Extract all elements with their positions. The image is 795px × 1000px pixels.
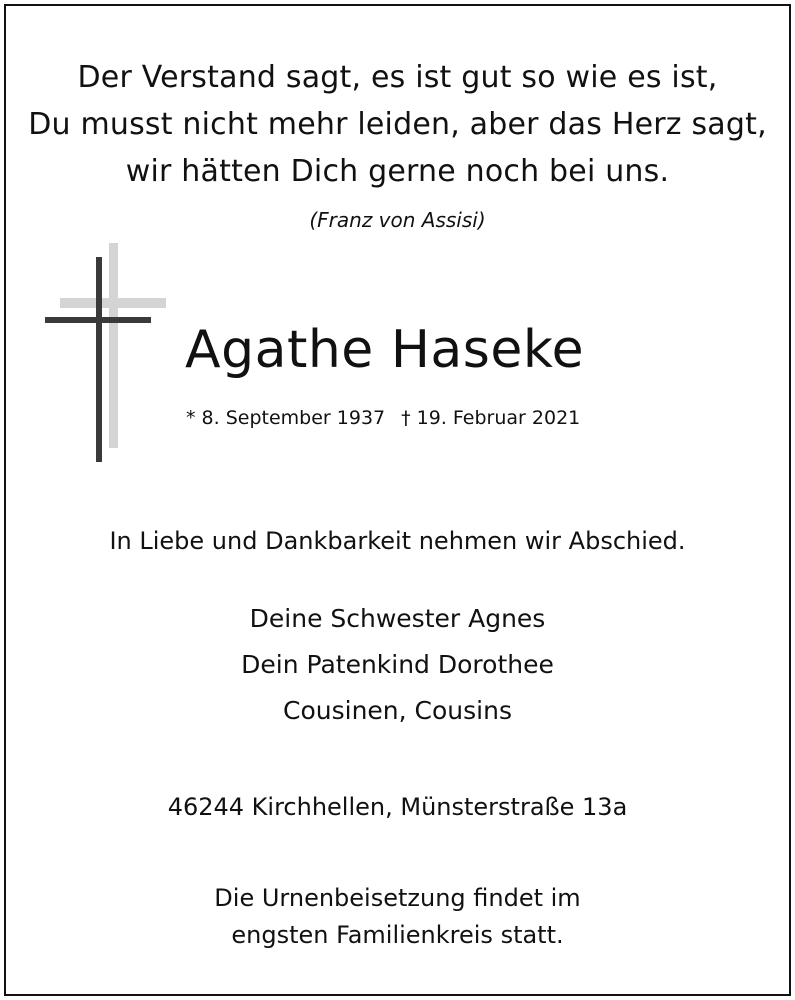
deceased-name: Agathe Haseke [185,320,585,380]
notice-line: engsten Familienkreis statt. [231,921,564,949]
burial-notice [0,880,795,954]
mourner-item: Deine Schwester Agnes [249,604,546,633]
cross-vertical [96,257,102,462]
notice-line: Die Urnenbeisetzung findet im [214,884,581,912]
mourners-list [0,596,795,734]
mourner-item: Cousinen, Cousins [283,696,512,725]
quote-line: Der Verstand sagt, es ist gut so wie es ist, [77,60,718,95]
birth-date: * 8. September 1937 [186,407,386,429]
cross-shadow-vertical [109,243,118,448]
cross-horizontal [45,317,151,323]
quote-attribution: (Franz von Assisi) [309,208,486,232]
death-date: † 19. Februar 2021 [401,407,581,429]
address: 46244 Kirchhellen, Münsterstraße 13a [167,793,628,821]
quote-line: Du musst nicht mehr leiden, aber das Herz sagt, [28,107,767,142]
quote-line: wir hätten Dich gerne noch bei uns. [125,154,670,189]
life-dates [186,404,580,432]
cross-icon [40,240,170,470]
quote-block [0,54,795,195]
mourner-item: Dein Patenkind Dorothee [241,650,554,679]
cross-shadow-horizontal [60,298,166,308]
farewell-text: In Liebe und Dankbarkeit nehmen wir Abschied. [109,527,686,555]
